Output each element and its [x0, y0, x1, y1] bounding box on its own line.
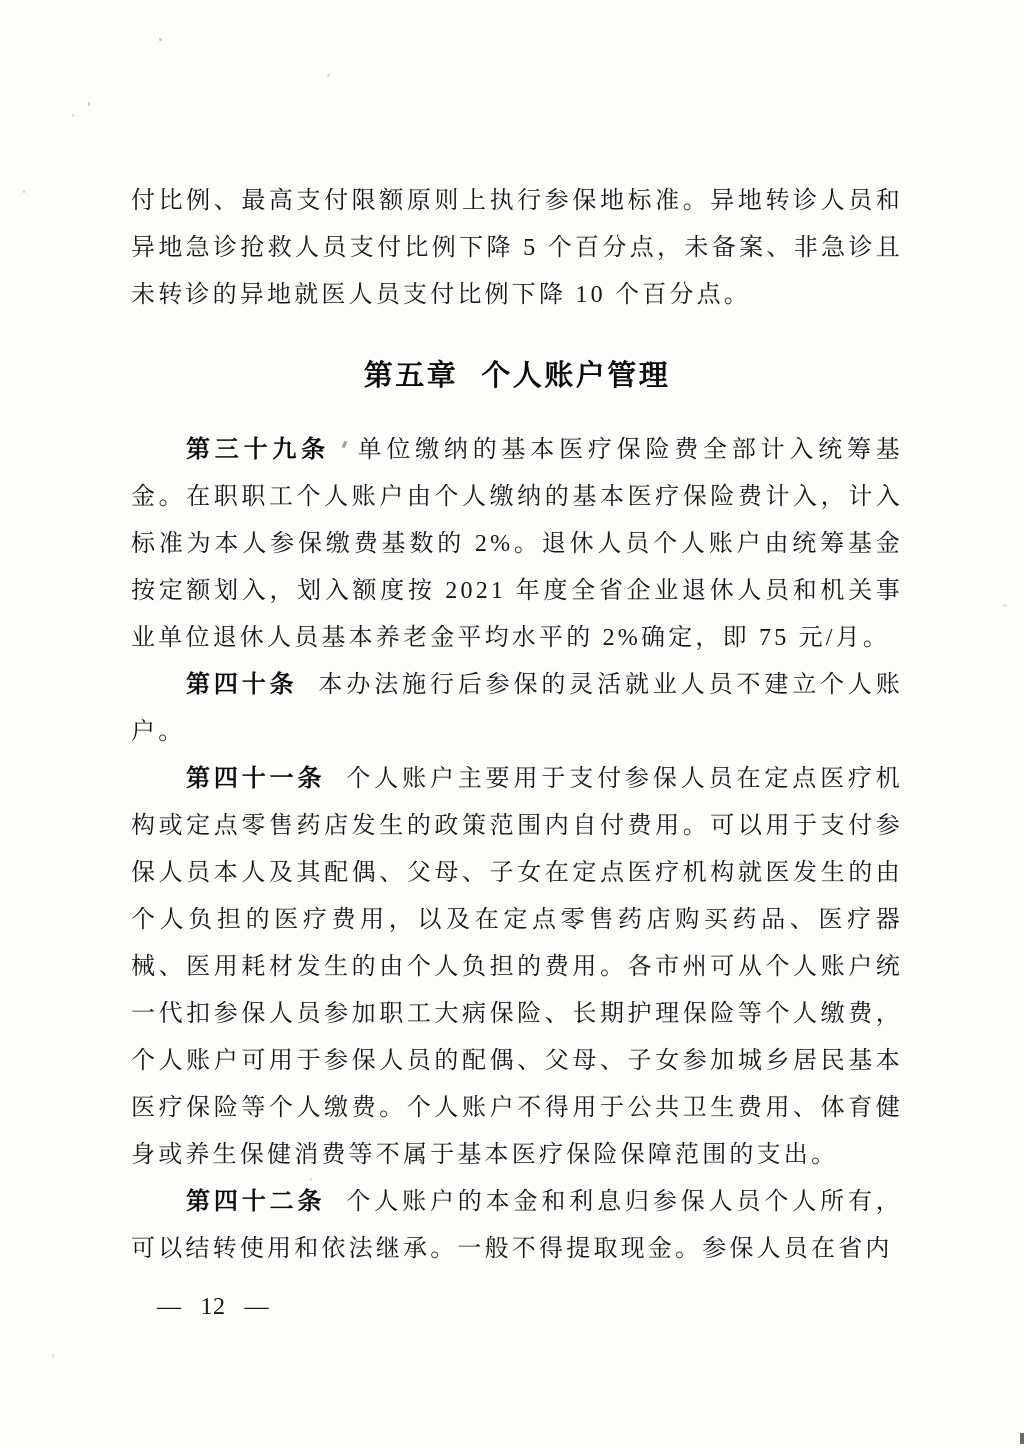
scan-speck: [327, 74, 330, 77]
footer-right-dash: —: [244, 1294, 269, 1320]
article-40-label: 第四十条: [186, 672, 298, 698]
scan-speck: [159, 38, 162, 41]
document-body: [131, 178, 903, 1273]
article-41-label: 第四十一条: [186, 766, 326, 792]
scan-artifact: [342, 441, 347, 449]
scan-speck: [72, 114, 74, 117]
chapter-number: 第五章: [363, 360, 459, 392]
article-39-text: 单位缴纳的基本医疗保险费全部计入统筹基金。在职职工个人账户由个人缴纳的基本医疗保险费计入，计入标准为本人参保缴费基数的 2%。退休人员个人账户由统筹基金按定额划入，划入额度按 2021 年度全省企业退休人员和机关事业单位退休人员基本养老金平均水平的 2%确定，即 75 元/月。: [131, 437, 903, 651]
article-41-paragraph: [131, 756, 903, 1179]
article-39-paragraph: [131, 427, 903, 662]
page-footer: [157, 1294, 269, 1321]
chapter-heading: [131, 353, 903, 400]
article-41-text: 个人账户主要用于支付参保人员在定点医疗机构或定点零售药店发生的政策范围内自付费用。可以用于支付参保人员本人及其配偶、父母、子女在定点医疗机构就医发生的由个人负担的医疗费用，以及在定点零售药店购买药品、医疗器械、医用耗材发生的由个人负担的费用。各市州可从个人账户统一代扣参保人员参加职工大病保险、长期护理保险等个人缴费，个人账户可用于参保人员的配偶、父母、子女参加城乡居民基本医疗保险等个人缴费。个人账户不得用于公共卫生费用、体育健身或养生保健消费等不属于基本医疗保险保障范围的支出。: [131, 766, 904, 1168]
article-40-paragraph: [131, 662, 903, 756]
scan-speck: [88, 102, 90, 106]
footer-left-dash: —: [157, 1294, 182, 1320]
scan-speck: [1003, 604, 1006, 607]
article-42-paragraph: [131, 1179, 903, 1273]
article-42-label: 第四十二条: [186, 1189, 326, 1215]
scan-edge-artifact: [1020, 1433, 1024, 1444]
article-40-text: 本办法施行后参保的灵活就业人员不建立个人账户。: [131, 672, 903, 745]
paragraph-continuation: 付比例、最高支付限额原则上执行参保地标准。异地转诊人员和异地急诊抢救人员支付比例下降 5 个百分点，未备案、非急诊且未转诊的异地就医人员支付比例下降 10 个百分点。: [131, 188, 903, 308]
scan-speck: [23, 190, 25, 193]
page-number: 12: [200, 1294, 226, 1320]
article-39-label: 第三十九条: [186, 437, 330, 463]
chapter-title: 个人账户管理: [481, 360, 671, 392]
article-42-text: 个人账户的本金和利息归参保人员个人所有，可以结转使用和依法继承。一般不得提取现金。参保人员在省内: [131, 1189, 904, 1262]
scan-speck: [52, 1354, 54, 1357]
